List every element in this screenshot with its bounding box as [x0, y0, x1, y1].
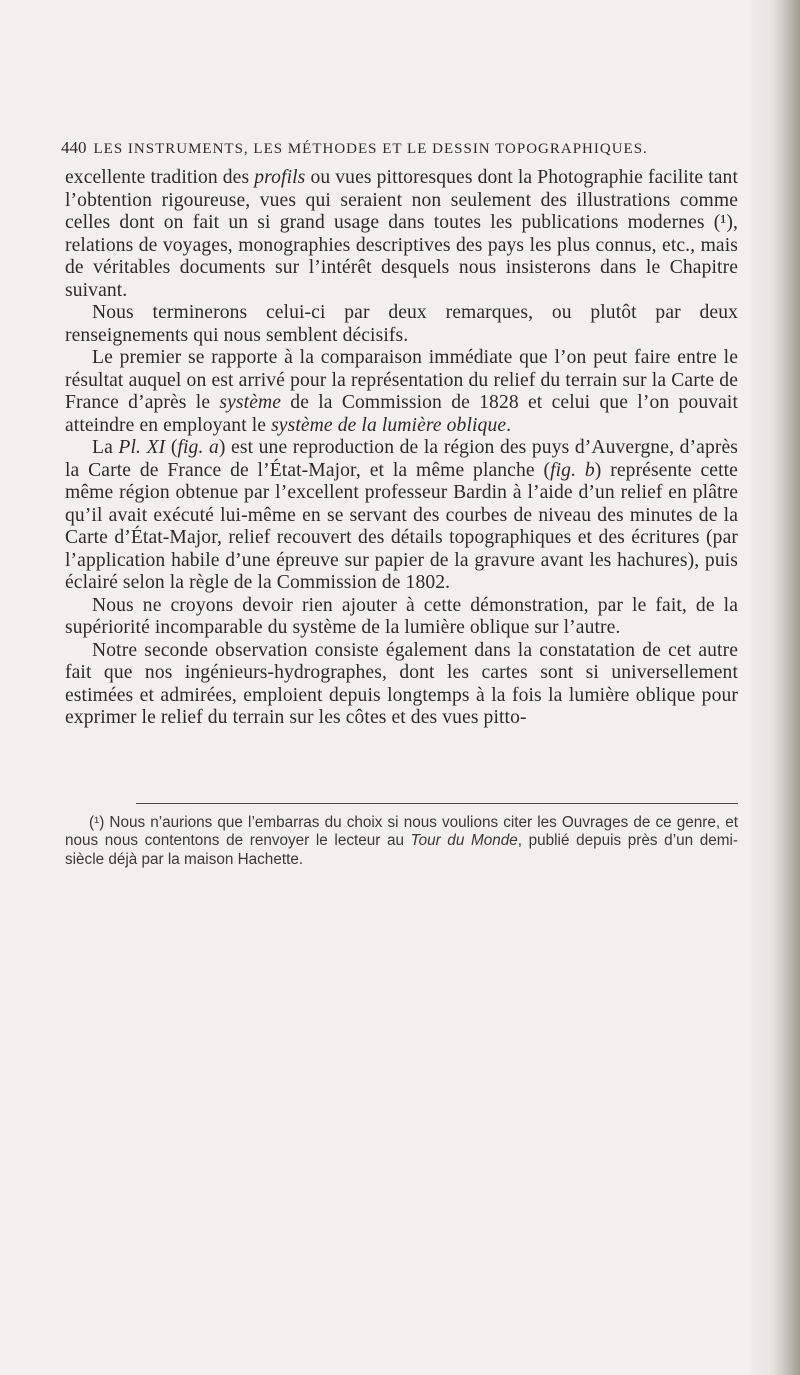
footnote-text-a: (¹) Nous n’aurions que l’embarras du choix si nous voulions citer les Ouvrages de ce genre, et nous nous contentons de renvoyer le lecteur au [65, 814, 738, 850]
p3-italic-systeme: système [219, 392, 282, 413]
running-title: LES INSTRUMENTS, LES MÉTHODES ET LE DESSIN TOPOGRAPHIQUES. [93, 141, 648, 157]
p3-text-a: Le premier se rapporte à la comparaison immédiate que l’on peut faire entre le résultat auquel on est arrivé pour la représentation du relief du terrain sur la Carte de France d’après le [65, 347, 738, 413]
page-edge [768, 0, 800, 1375]
p4-text-g: ) représente cette même région obtenue par l’excellent professeur Bardin à l’aide d’un relief en plâtre qu’il avait exécuté lui-même en se servant des courbes de niveau des minutes de la Carte d’État-Major, relief recouvert des détails topographiques et des écritures (par l’application habile d’une épreuve sur papier de la gravure avant les hachures), puis éclairé selon la règle de la Commission de 1802. [65, 459, 738, 593]
p4-italic-plate: Pl. XI [118, 437, 166, 458]
paragraph-2: Nous terminerons celui-ci par deux remarques, ou plutôt par deux renseignements qui nous semblent décisifs. [65, 302, 738, 346]
paragraph-6: Notre seconde observation consiste également dans la constatation de cet autre fait que nos ingénieurs-hydrographes, dont les cartes sont si universellement estimées et admirées, emploient depuis longtemps à la fois la lumière oblique pour exprimer le relief du terrain sur les côtes et des vues pitto- [65, 639, 738, 728]
p1-text-c: ou vues pittoresques dont la Photographie facilite tant l’obtention rigoureuse, vues qui seraient non seulement des illustrations comme celles dont on fait un si grand usage dans toutes les publications modernes (¹), relations de voyages, monographies descriptives des pays les plus connus, etc., mais de véritables documents sur l’intérêt desquels nous insisterons dans le Chapitre suivant. [65, 167, 738, 301]
running-header [61, 137, 741, 159]
footnote-italic-tour-du-monde: Tour du Monde [410, 832, 518, 850]
paragraph-5: Nous ne croyons devoir rien ajouter à cette démonstration, par le fait, de la supériorité incomparable du système de la lumière oblique sur l’autre. [65, 594, 738, 638]
footnote-text-c: , publié depuis près d’un demi-siècle déjà par la maison Hachette. [65, 832, 738, 868]
p3-italic-lumiere-oblique: système de la lumière oblique [271, 414, 507, 436]
footnote-rule [136, 803, 738, 804]
p1-italic-profils: profils [254, 167, 306, 188]
p4-italic-fig-a: fig. a [177, 437, 219, 458]
p3-text-e: . [506, 414, 512, 436]
p4-text-c: ( [165, 437, 178, 458]
footnote [65, 814, 738, 869]
paragraph-4 [65, 437, 738, 595]
p4-text-a: La [92, 437, 119, 458]
p1-text-a: excellente tradition des [65, 167, 255, 188]
paragraph-3 [65, 347, 738, 437]
p3-text-c: de la Commission de 1828 et celui que l’on pouvait atteindre en employant le [65, 392, 738, 436]
paragraph-1 [65, 167, 738, 302]
page-number: 440 [61, 138, 87, 157]
body-text [65, 167, 738, 730]
page-gutter-shadow [748, 0, 768, 1375]
p4-italic-fig-b: fig. b [550, 459, 595, 481]
p4-text-e: ) est une reproduction de la région des puys d’Auvergne, d’après la Carte de France de l’État-Major, et la même planche ( [65, 437, 738, 481]
footnote-1 [65, 814, 738, 869]
